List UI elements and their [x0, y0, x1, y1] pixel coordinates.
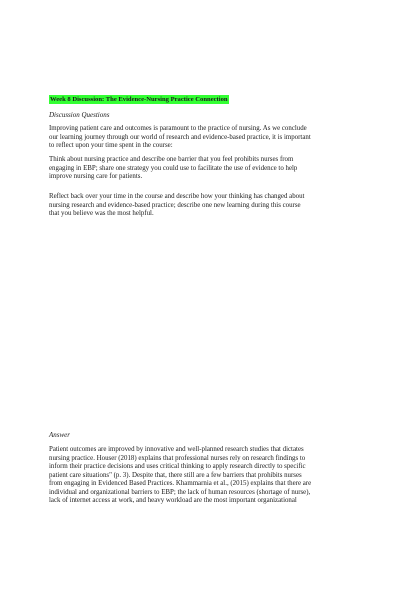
paragraph-line: Improving patient care and outcomes is paramount to the practice of nursing. As we conclude: [49, 125, 307, 132]
answer-heading: Answer: [49, 431, 70, 439]
answer-line: patient care situations" (p. 3). Despite that, there still are a few barriers that prohibits nurses: [49, 471, 302, 479]
discussion-paragraph-intro: [49, 125, 355, 151]
answer-line: individual and organizational barriers to EBP; the lack of human resources (shortage of nurse),: [49, 488, 311, 496]
answer-line: Patient outcomes are improved by innovative and well-planned research studies that dictates: [49, 446, 304, 453]
paragraph-line: Think about nursing practice and describe one barrier that you feel prohibits nurses from: [49, 156, 294, 163]
paragraph-line: improve nursing care for patients.: [49, 173, 143, 180]
paragraph-line: engaging in EBP; share one strategy you could use to facilitate the use of evidence to help: [49, 164, 298, 172]
document-title: Week 8 Discussion: The Evidence-Nursing Practice Connection: [50, 96, 228, 103]
paragraph-line: to reflect upon your time spent in the course:: [49, 142, 173, 149]
paragraph-line: our learning journey through our world of research and evidence-based practice, it is important: [49, 133, 311, 141]
answer-line: inform their practice decisions and uses critical thinking to apply research directly to specific: [49, 463, 306, 470]
discussion-heading: Discussion Questions: [49, 111, 110, 119]
answer-line: nursing practice. Houser (2018) explains that professional nurses rely on research findings to: [49, 454, 306, 462]
paragraph-line: Reflect back over your time in the course and describe how your thinking has changed about: [49, 193, 305, 200]
answer-line: from engaging in Evidenced Based Practices. Khammarnia et al., (2015) explains that there are: [49, 480, 312, 487]
paragraph-line: nursing research and evidence-based practice; describe one new learning during this course: [49, 201, 301, 209]
paragraph-line: that you believe was the most helpful.: [49, 210, 154, 217]
discussion-paragraph-reflect: [49, 193, 355, 219]
answer-paragraph: [49, 446, 355, 506]
answer-line: lack of internet access at work, and heavy workload are the most important organizational: [49, 497, 297, 504]
discussion-paragraph-barrier: [49, 156, 355, 182]
